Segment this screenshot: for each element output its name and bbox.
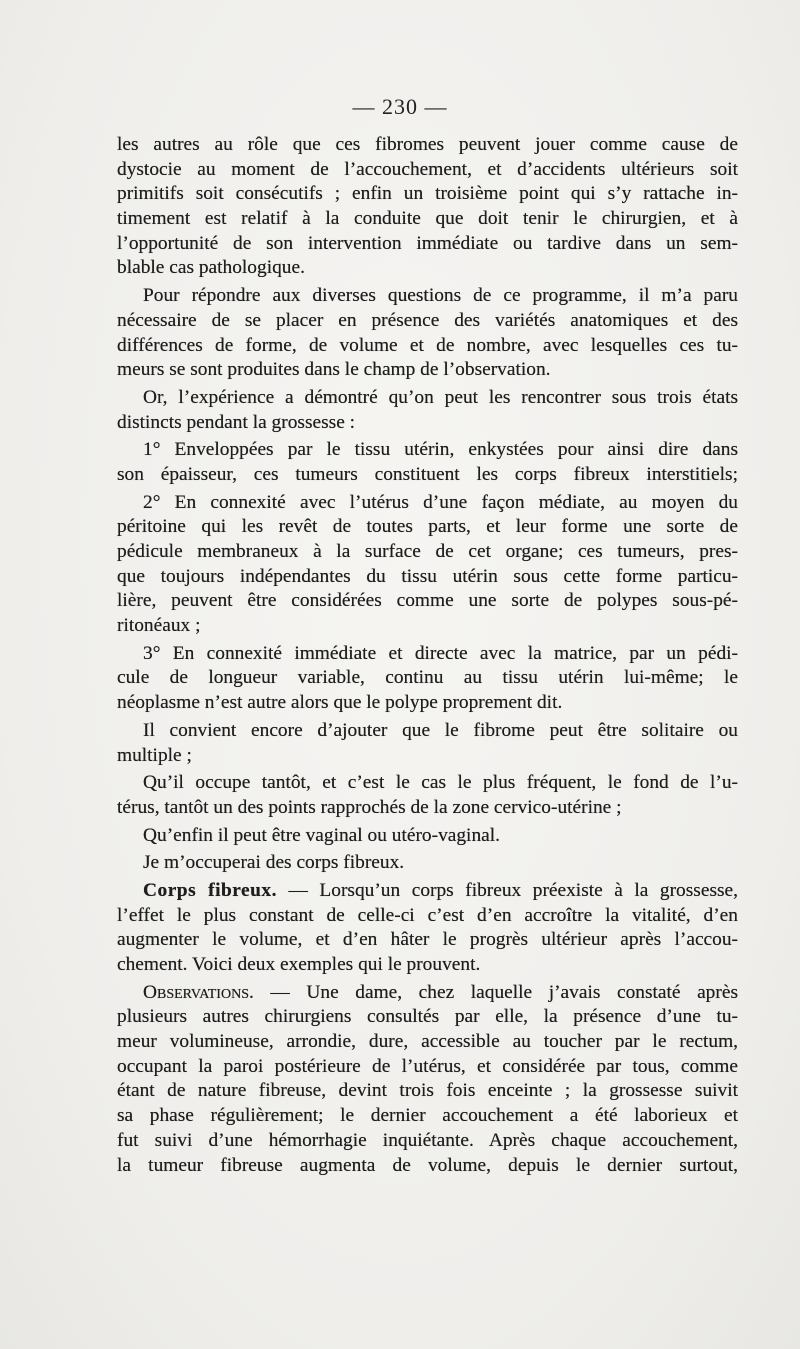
text-line: ritonéaux ; bbox=[117, 615, 201, 637]
line-text: — Une dame, chez laquelle j’avais constaté après bbox=[253, 981, 738, 1003]
text-line: les autres au rôle que ces fibromes peuvent jouer comme cause de bbox=[117, 134, 738, 155]
text-line: Or, l’expérience a démontré qu’on peut les rencontrer sous trois états bbox=[143, 386, 738, 408]
text-line: chement. Voici deux exemples qui le prouvent. bbox=[117, 954, 481, 975]
text-line: son épaisseur, ces tumeurs constituent les corps fibreux interstitiels; bbox=[117, 463, 738, 485]
text-line: lière, peuvent être considérées comme une sorte de polypes sous-pé- bbox=[117, 590, 738, 612]
text-line: meurs se sont produites dans le champ de l’observation. bbox=[117, 359, 551, 381]
text-line: nécessaire de se placer en présence des variétés anatomiques et des bbox=[117, 309, 738, 331]
text-line: occupant la paroi postérieure de l’utérus, et considérée par tous, comme bbox=[117, 1055, 738, 1077]
text-line: cule de longueur variable, continu au tissu utérin lui-même; le bbox=[117, 667, 738, 689]
text-line: que toujours indépendantes du tissu utérin sous cette forme particu- bbox=[117, 565, 738, 587]
text-line: péritoine qui les revêt de toutes parts, et leur forme une sorte de bbox=[117, 516, 738, 538]
text-line: timement est relatif à la conduite que doit tenir le chirurgien, et à bbox=[117, 208, 738, 230]
text-line: pédicule membraneux à la surface de cet organe; ces tumeurs, pres- bbox=[117, 541, 738, 562]
line-text: — Lorsqu’un corps fibreux préexiste à la grossesse, bbox=[276, 879, 738, 901]
page-number: — 230 — bbox=[352, 94, 448, 119]
paragraph bbox=[117, 879, 738, 978]
section-lead: Corps fibreux. bbox=[143, 879, 277, 901]
text-line: la tumeur fibreuse augmenta de volume, depuis le dernier surtout, bbox=[117, 1154, 738, 1176]
text-line: l’opportunité de son intervention immédiate ou tardive dans un sem- bbox=[117, 232, 738, 254]
paragraph bbox=[117, 284, 738, 383]
text-line: distincts pendant la grossesse : bbox=[117, 411, 356, 433]
paragraph bbox=[117, 642, 738, 716]
text-line: augmenter le volume, et d’en hâter le progrès ultérieur après l’accou- bbox=[117, 929, 738, 951]
section-lead: Observations. bbox=[143, 981, 254, 1003]
paragraph bbox=[117, 491, 738, 639]
text-line: l’effet le plus constant de celle-ci c’est d’en accroître la vitalité, d’en bbox=[117, 904, 738, 926]
text-line: dystocie au moment de l’accouchement, et d’accidents ultérieurs soit bbox=[117, 158, 738, 180]
paragraph bbox=[117, 386, 738, 435]
paragraph bbox=[117, 981, 738, 1179]
paragraph bbox=[117, 824, 738, 849]
text-line: térus, tantôt un des points rapprochés de la zone cervico-utérine ; bbox=[117, 796, 622, 818]
text-line: 3° En connexité immédiate et directe avec la matrice, par un pédi- bbox=[143, 642, 738, 664]
paragraph bbox=[117, 133, 738, 281]
text-line bbox=[117, 981, 738, 1006]
text-line: Qu’il occupe tantôt, et c’est le cas le plus fréquent, le fond de l’u- bbox=[143, 772, 738, 794]
text-line: Qu’enfin il peut être vaginal ou utéro-vaginal. bbox=[143, 824, 500, 846]
text-line: plusieurs autres chirurgiens consultés par elle, la présence d’une tu- bbox=[117, 1006, 738, 1028]
text-line: multiple ; bbox=[117, 744, 192, 766]
text-line: étant de nature fibreuse, devint trois fois enceinte ; la grossesse suivit bbox=[117, 1080, 738, 1102]
text-line: blable cas pathologique. bbox=[117, 257, 305, 279]
text-line: meur volumineuse, arrondie, dure, accessible au toucher par le rectum, bbox=[117, 1031, 738, 1053]
paragraph bbox=[117, 438, 738, 487]
text-line: primitifs soit consécutifs ; enfin un troisième point qui s’y rattache in- bbox=[117, 183, 738, 205]
text-line: 2° En connexité avec l’utérus d’une façon médiate, au moyen du bbox=[143, 491, 738, 513]
text-line: différences de forme, de volume et de nombre, avec lesquelles ces tu- bbox=[117, 334, 738, 356]
text-line: fut suivi d’une hémorrhagie inquiétante. Après chaque accouchement, bbox=[117, 1129, 738, 1151]
text-line: Il convient encore d’ajouter que le fibrome peut être solitaire ou bbox=[143, 719, 738, 741]
text-line: Pour répondre aux diverses questions de ce programme, il m’a paru bbox=[143, 285, 738, 307]
text-line bbox=[117, 879, 738, 904]
paragraph bbox=[117, 771, 738, 820]
text-line: sa phase régulièrement; le dernier accouchement a été laborieux et bbox=[117, 1105, 738, 1127]
paragraph bbox=[117, 719, 738, 768]
text-line: Je m’occuperai des corps fibreux. bbox=[143, 852, 405, 874]
text-line: néoplasme n’est autre alors que le polype proprement dit. bbox=[117, 692, 563, 714]
text-line: 1° Enveloppées par le tissu utérin, enkystées pour ainsi dire dans bbox=[143, 439, 738, 461]
paragraph bbox=[117, 851, 738, 876]
body-text bbox=[117, 133, 738, 1181]
